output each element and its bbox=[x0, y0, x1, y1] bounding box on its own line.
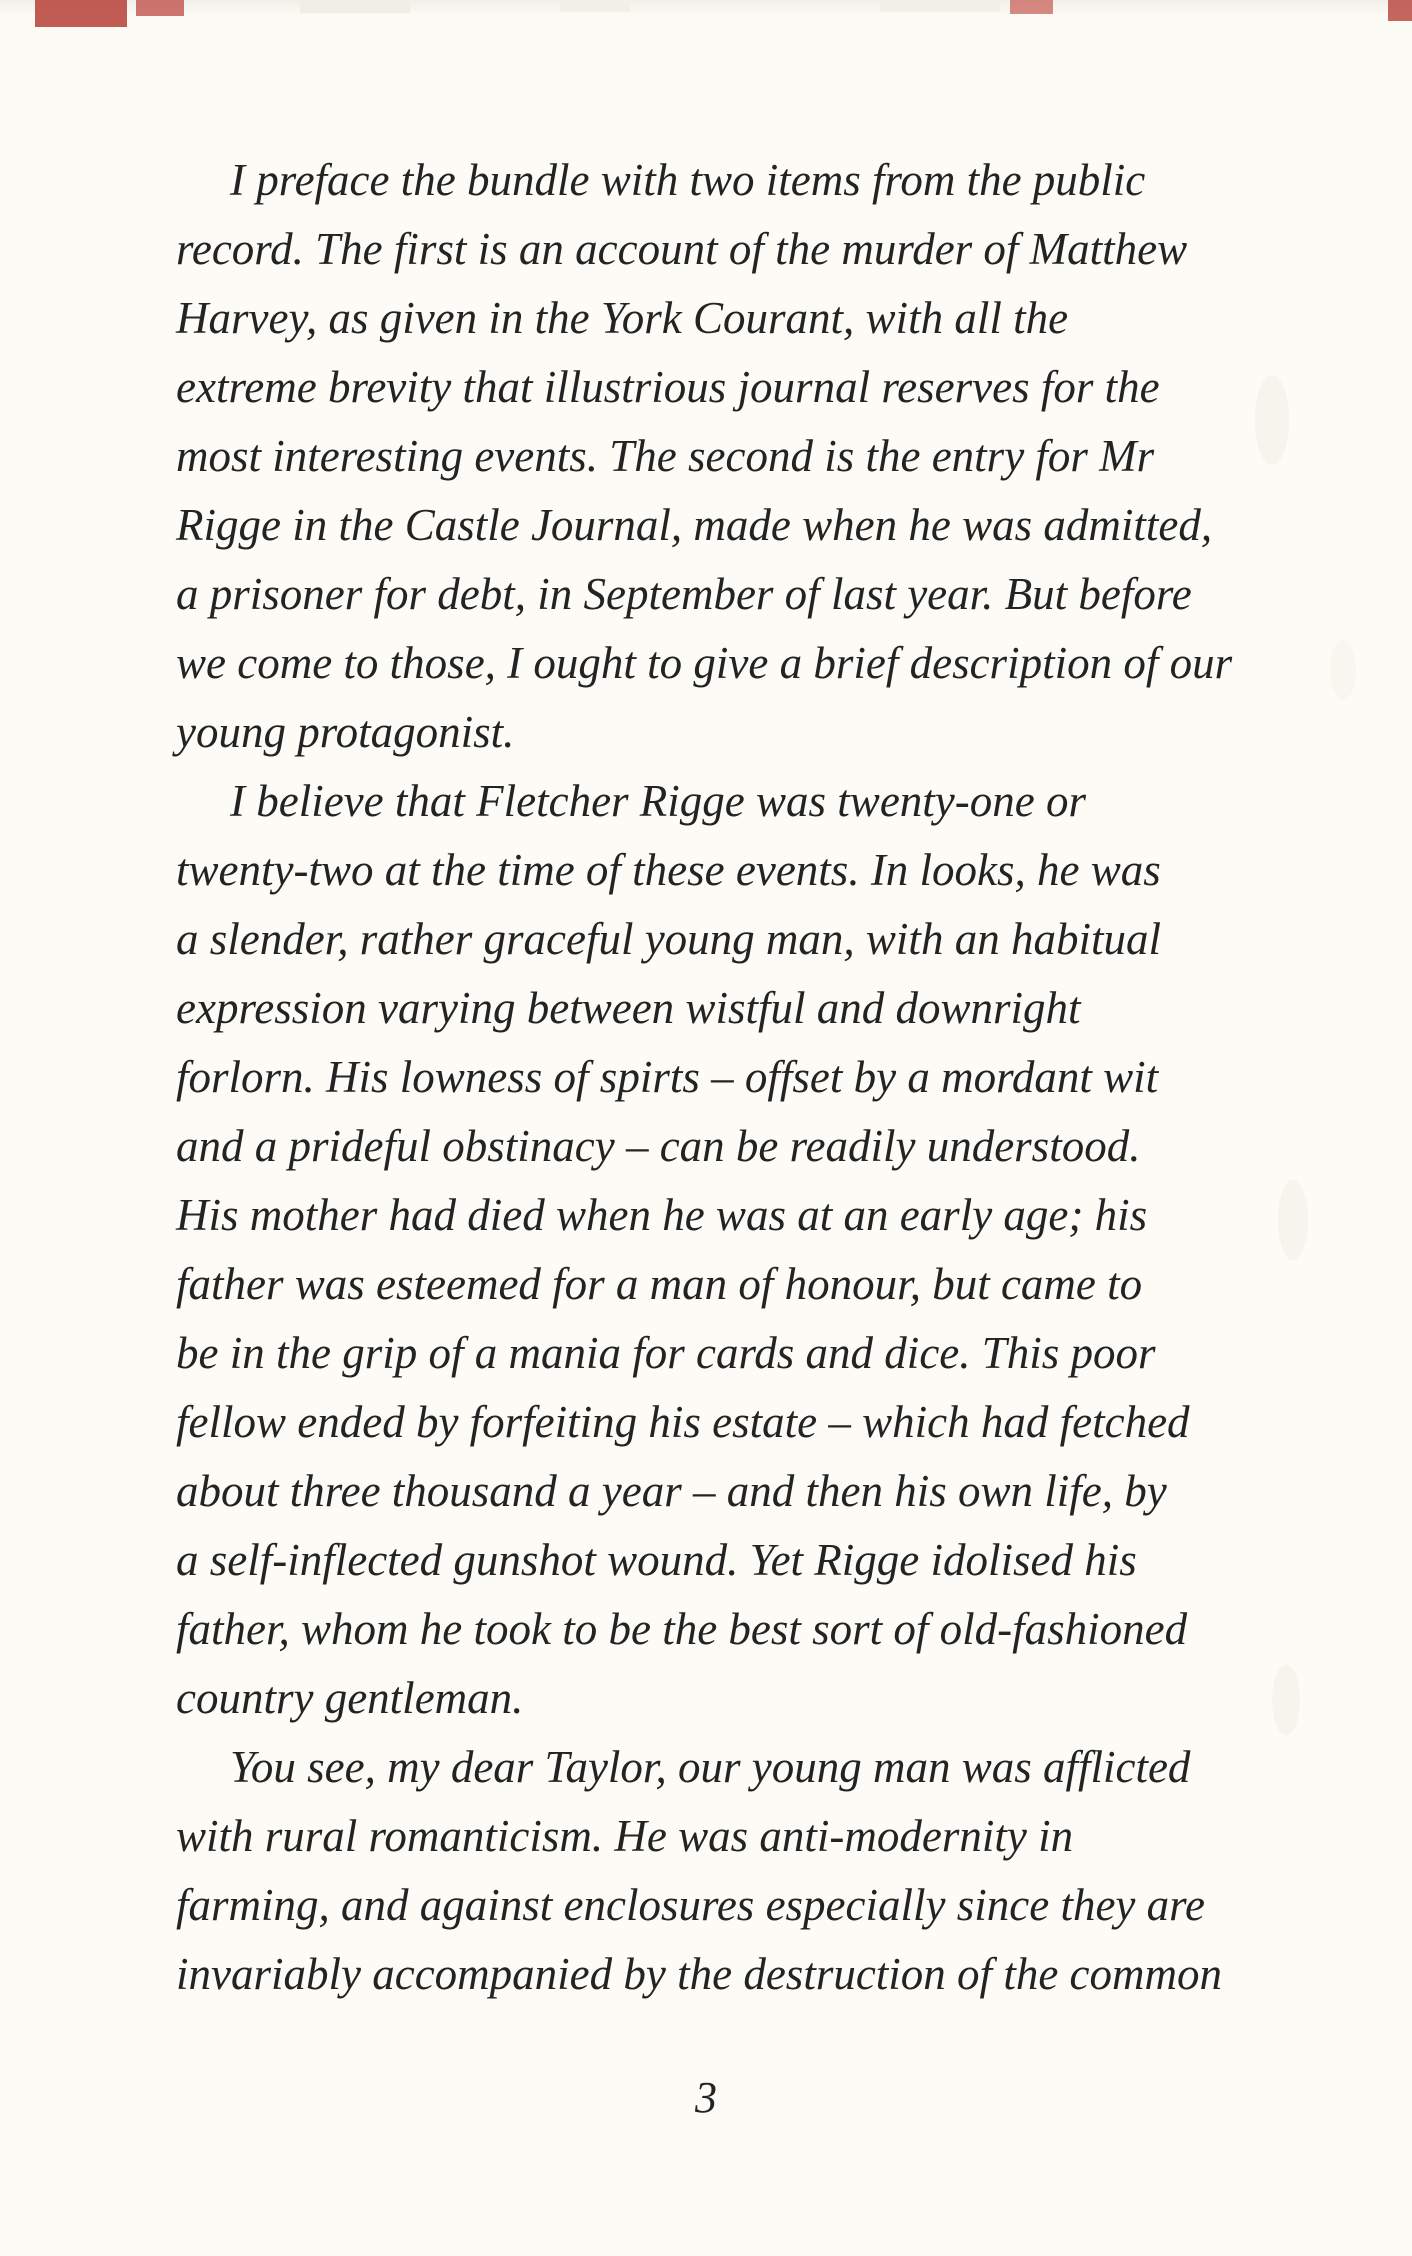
text-line: His mother had died when he was at an early age; his bbox=[176, 1190, 1148, 1240]
scan-top-edge bbox=[0, 0, 1412, 16]
scan-artifact-cream bbox=[880, 0, 1000, 12]
text-line: be in the grip of a mania for cards and dice. This poor bbox=[176, 1328, 1156, 1378]
text-line: invariably accompanied by the destruction of the common bbox=[176, 1949, 1223, 1999]
page-number: 3 bbox=[695, 2073, 717, 2122]
text-line: young protagonist. bbox=[176, 707, 515, 757]
text-line: record. The first is an account of the murder of Matthew bbox=[176, 224, 1188, 274]
text-line: forlorn. His lowness of spirts – offset by a mordant wit bbox=[176, 1052, 1159, 1102]
text-line: extreme brevity that illustrious journal reserves for the bbox=[176, 362, 1160, 412]
text-line: fellow ended by forfeiting his estate – which had fetched bbox=[176, 1397, 1190, 1447]
text-line: father, whom he took to be the best sort of old-fashioned bbox=[176, 1604, 1188, 1654]
text-line: about three thousand a year – and then his own life, by bbox=[176, 1466, 1167, 1516]
text-line: a prisoner for debt, in September of last year. But before bbox=[176, 569, 1192, 619]
text-line: You see, my dear Taylor, our young man was afflicted bbox=[230, 1742, 1191, 1792]
scan-artifact-cream bbox=[560, 0, 630, 12]
scan-artifact-red bbox=[136, 0, 184, 16]
text-line: Rigge in the Castle Journal, made when he was admitted, bbox=[176, 500, 1213, 550]
text-line: country gentleman. bbox=[176, 1673, 524, 1723]
scan-artifact-red bbox=[1010, 0, 1053, 14]
scan-artifact-red bbox=[35, 0, 127, 27]
page-text bbox=[176, 146, 1352, 2009]
text-line: a self-inflected gunshot wound. Yet Rigge idolised his bbox=[176, 1535, 1137, 1585]
text-line: twenty-two at the time of these events. In looks, he was bbox=[176, 845, 1161, 895]
text-line: I preface the bundle with two items from the public bbox=[230, 155, 1146, 205]
text-line: father was esteemed for a man of honour, but came to bbox=[176, 1259, 1143, 1309]
text-line: expression varying between wistful and downright bbox=[176, 983, 1081, 1033]
text-line: we come to those, I ought to give a brief description of our bbox=[176, 638, 1233, 688]
text-line: and a prideful obstinacy – can be readily understood. bbox=[176, 1121, 1141, 1171]
scan-artifact-cream bbox=[300, 0, 410, 13]
scan-artifact-red bbox=[1388, 0, 1412, 21]
text-line: Harvey, as given in the York Courant, with all the bbox=[176, 293, 1069, 343]
text-line: farming, and against enclosures especially since they are bbox=[176, 1880, 1205, 1930]
text-line: a slender, rather graceful young man, with an habitual bbox=[176, 914, 1161, 964]
text-line: with rural romanticism. He was anti-modernity in bbox=[176, 1811, 1074, 1861]
text-line: I believe that Fletcher Rigge was twenty-one or bbox=[230, 776, 1086, 826]
text-line: most interesting events. The second is the entry for Mr bbox=[176, 431, 1155, 481]
